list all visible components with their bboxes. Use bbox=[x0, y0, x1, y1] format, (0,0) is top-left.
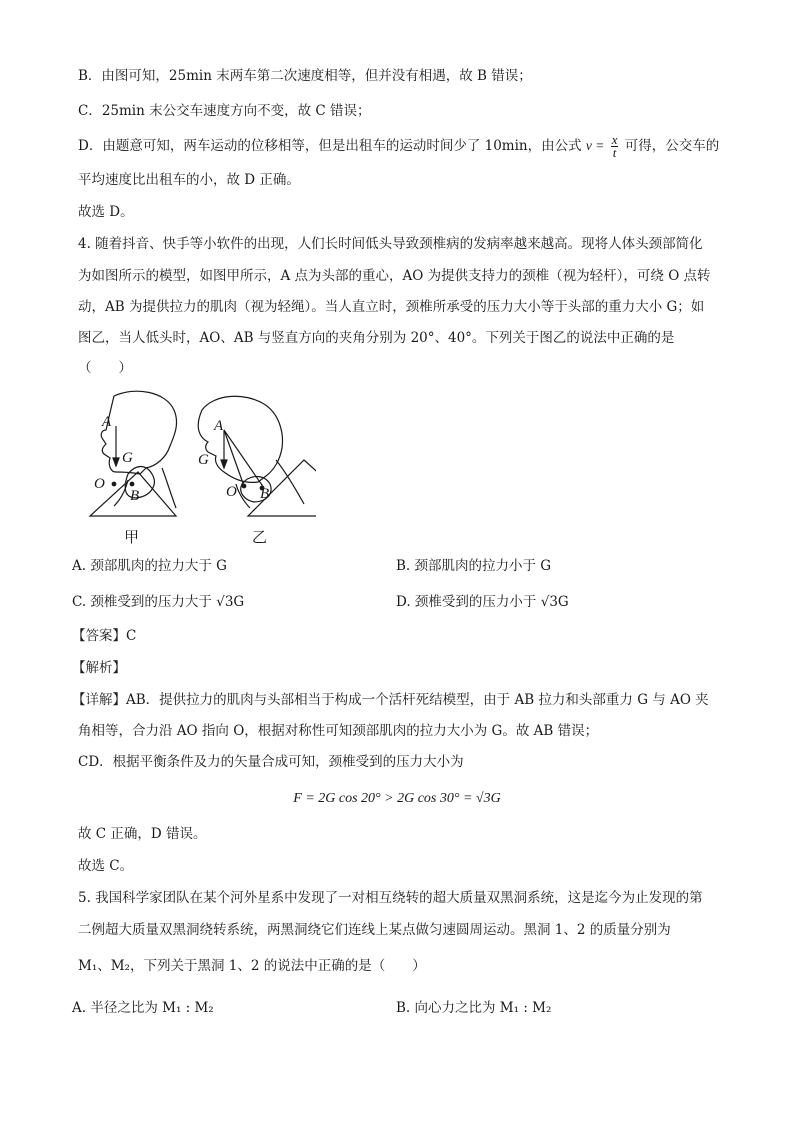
label-a-jia: A bbox=[102, 414, 112, 430]
label-g-jia: G bbox=[122, 450, 133, 466]
neck-model-figure bbox=[66, 388, 316, 554]
q4-stem-line3: 动，AB 为提供拉力的肌肉（视为轻绳）。当人直立时，颈椎所承受的压力大小等于头部的重力大小 G；如 bbox=[78, 299, 705, 315]
q4-detail-line3: CD．根据平衡条件及力的矢量合成可知，颈椎受到的压力大小为 bbox=[78, 754, 464, 770]
point-o-dot-yi bbox=[242, 484, 246, 488]
label-a-yi: A bbox=[214, 418, 224, 434]
label-g-yi: G bbox=[198, 452, 209, 468]
q5-stem-line2: 二例超大质量双黑洞绕转系统，两黑洞绕它们连线上某点做匀速圆周运动。黑洞 1、2 的质量分别为 bbox=[78, 922, 671, 938]
q5-option-b: B. 向心力之比为 M₁ : M₂ bbox=[396, 1000, 552, 1016]
gravity-arrowhead-jia bbox=[113, 458, 119, 466]
q4-stem-line1: 4. 随着抖音、快手等小软件的出现，人们长时间低头导致颈椎病的发病率越来越高。现将人体头颈部简化 bbox=[78, 236, 703, 252]
label-b-jia: B bbox=[130, 488, 140, 504]
q4-stem-line4: 图乙，当人低头时，AO、AB 与竖直方向的夹角分别为 20°、40°。下列关于图乙的说法中正确的是 bbox=[78, 330, 675, 346]
head-outline-jia bbox=[101, 391, 176, 474]
q4-equation: F = 2G cos 20° > 2G cos 30° = √3G bbox=[293, 791, 501, 806]
point-b-dot-jia bbox=[130, 482, 134, 486]
ab-line-yi bbox=[224, 430, 264, 488]
figure-yi bbox=[198, 396, 316, 516]
head-outline-yi bbox=[198, 396, 282, 482]
q4-detail-line2: 角相等，合力沿 AO 指向 O，根据对称性可知颈部肌肉的拉力大小为 G。故 AB 错误； bbox=[78, 723, 599, 739]
caption-yi: 乙 bbox=[252, 528, 268, 546]
q3-option-d-explanation-line2: 平均速度比出租车的小，故 D 正确。 bbox=[78, 172, 300, 188]
q3-option-b-explanation: B．由图可知，25min 末两车第二次速度相等，但并没有相遇，故 B 错误； bbox=[78, 68, 532, 84]
neck-model-svg bbox=[66, 388, 316, 550]
q4-conclusion: 故选 C。 bbox=[78, 858, 134, 874]
q4-stem-line2: 为如图所示的模型，如图甲所示，A 点为头部的重心，AO 为提供支持力的颈椎（视为轻杆），可绕 O 点转 bbox=[78, 268, 711, 284]
q4-detail-line4: 故 C 正确，D 错误。 bbox=[78, 826, 207, 842]
q5-stem-line1: 5. 我国科学家团队在某个河外星系中发现了一对相互绕转的超大质量双黑洞系统，这是迄今为止发现的第 bbox=[78, 890, 703, 906]
q3-conclusion: 故选 D。 bbox=[78, 204, 134, 220]
q4-option-c: C. 颈椎受到的压力大于 √3G bbox=[72, 594, 245, 610]
caption-jia: 甲 bbox=[124, 528, 140, 546]
q5-stem-line3: M₁、M₂，下列关于黑洞 1、2 的说法中正确的是（ ） bbox=[78, 958, 426, 974]
point-o-dot-jia bbox=[112, 482, 116, 486]
label-o-jia: O bbox=[94, 476, 105, 492]
q4-detail-line1: 【详解】AB．提供拉力的肌肉与头部相当于构成一个活杆死结模型，由于 AB 拉力和头部重力 G 与 AO 夹 bbox=[72, 692, 709, 708]
q3-option-c-explanation: C．25min 末公交车速度方向不变，故 C 错误； bbox=[78, 103, 371, 119]
q4-stem-line5: （ ） bbox=[78, 360, 132, 376]
q4-analysis-tag: 【解析】 bbox=[72, 660, 126, 676]
q5-option-a: A. 半径之比为 M₁ : M₂ bbox=[72, 1000, 214, 1016]
q3-d-fraction-denominator: t bbox=[612, 145, 617, 160]
q3-d-text-pre: D．由题意可知，两车运动的位移相等，但是出租车的运动时间少了 10min，由公式 bbox=[78, 138, 582, 154]
label-o-yi: O bbox=[226, 484, 237, 500]
q3-d-fraction bbox=[611, 134, 619, 159]
q3-d-formula-lhs: v = bbox=[585, 138, 605, 153]
q4-option-d: D. 颈椎受到的压力小于 √3G bbox=[396, 594, 569, 610]
q3-d-fraction-numerator: x bbox=[611, 132, 618, 147]
q3-option-d-explanation-line1 bbox=[78, 134, 719, 159]
neck-outline-jia bbox=[114, 468, 176, 508]
label-b-yi: B bbox=[260, 486, 270, 502]
q4-answer: 【答案】C bbox=[72, 628, 137, 644]
gravity-arrowhead-yi bbox=[221, 460, 227, 468]
q3-d-text-post: 可得，公交车的 bbox=[624, 138, 720, 154]
q4-option-a: A. 颈部肌肉的拉力大于 G bbox=[72, 558, 227, 574]
q4-option-b: B. 颈部肌肉的拉力小于 G bbox=[396, 558, 552, 574]
